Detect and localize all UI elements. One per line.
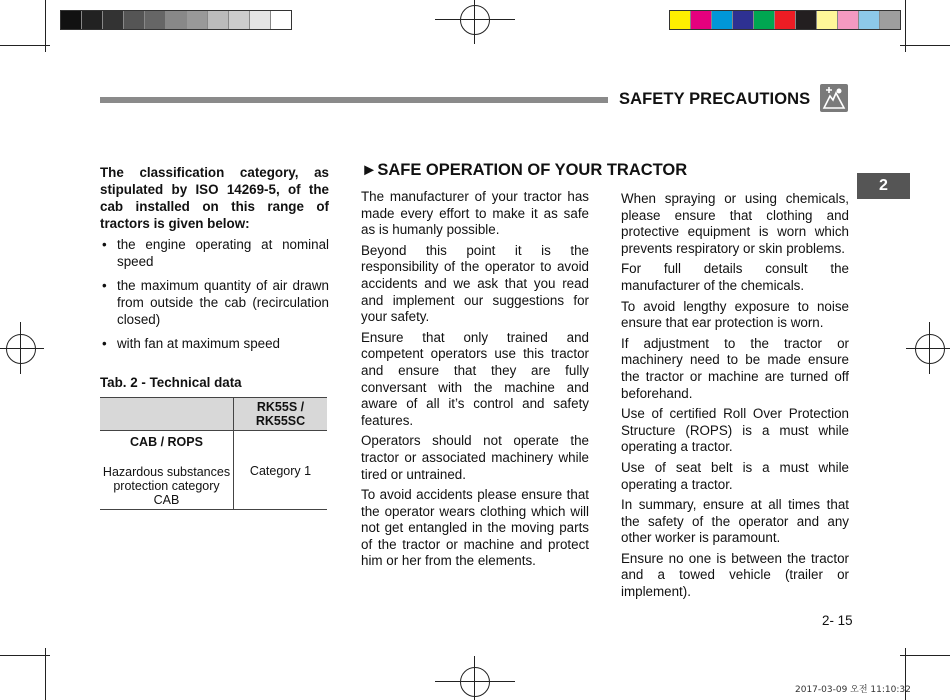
table-row-value: Category 1 (249, 464, 312, 478)
list-item: • the engine operating at nominal speed (102, 237, 329, 269)
color-swatch (208, 11, 229, 29)
color-swatch (61, 11, 82, 29)
safe-operation-column-2 (621, 191, 849, 605)
list-item: • the maximum quantity of air drawn from outside the cab (recirculation closed) (102, 278, 329, 327)
color-swatch (229, 11, 250, 29)
table-row (100, 431, 327, 509)
color-swatch (712, 11, 733, 29)
table-row-sublabel: Hazardous substances protection category CAB (102, 465, 231, 507)
paragraph: Use of certified Roll Over Protection Structure (ROPS) is a must while operating a tractor. (621, 406, 849, 455)
list-item: • with fan at maximum speed (102, 336, 280, 351)
paragraph: To avoid lengthy exposure to noise ensure that ear protection is worn. (621, 298, 849, 331)
table-caption: Tab. 2 - Technical data (100, 375, 242, 390)
color-swatch (880, 11, 900, 29)
paragraph: Operators should not operate the tractor or associated machinery while tired or untrained. (361, 433, 589, 482)
crop-mark (900, 655, 950, 656)
table-header-row (100, 398, 327, 431)
color-swatch (166, 11, 187, 29)
paragraph: Beyond this point it is the responsibility of the operator to avoid accidents and we ask that you read and implement our suggestions for your safety. (361, 242, 589, 325)
paragraph: Use of seat belt is a must while operating a tractor. (621, 459, 849, 492)
color-swatch (145, 11, 166, 29)
grayscale-color-bar (60, 10, 292, 30)
process-color-bar (669, 10, 901, 30)
color-swatch (775, 11, 796, 29)
paragraph: The manufacturer of your tractor has made every effort to make it as safe as is humanly possible. (361, 189, 589, 238)
color-swatch (796, 11, 817, 29)
paragraph: When spraying or using chemicals, please ensure that clothing and protective equipment is worn which prevents respiratory or skin problems. (621, 191, 849, 256)
color-swatch (754, 11, 775, 29)
chapter-tab: 2 (857, 173, 910, 199)
classification-intro: The classification category, as stipulated by ISO 14269-5, of the cab installed on this range of tractors is given below: (100, 165, 329, 231)
color-swatch (250, 11, 271, 29)
technical-data-table (100, 397, 327, 510)
table-row-label-cell (100, 431, 234, 509)
section-title: ►SAFE OPERATION OF YOUR TRACTOR (361, 161, 688, 179)
table-header-model: RK55S / RK55SC (255, 400, 306, 428)
crop-mark (0, 45, 50, 46)
page-number: 2- 15 (822, 613, 853, 628)
color-swatch (82, 11, 103, 29)
safe-operation-column-1 (361, 189, 589, 574)
color-swatch (670, 11, 691, 29)
crop-mark (0, 655, 50, 656)
color-swatch (271, 11, 291, 29)
paragraph: For full details consult the manufacturer of the chemicals. (621, 261, 849, 293)
paragraph: Ensure no one is between the tractor and a towed vehicle (trailer or implement). (621, 550, 849, 600)
table-header-empty-cell (100, 398, 234, 430)
color-swatch (187, 11, 208, 29)
paragraph: Ensure that only trained and competent operators use this tractor and ensure that they are fully conversant with the machine and aware of all it’s control and safety features. (361, 329, 589, 428)
classification-bullets (100, 236, 329, 359)
bullet-icon: • (102, 237, 107, 252)
bullet-icon: • (102, 278, 107, 293)
color-swatch (838, 11, 859, 29)
paragraph: If adjustment to the tractor or machinery need to be made ensure the tractor or machine are turned off beforehand. (621, 335, 849, 401)
color-swatch (103, 11, 124, 29)
bullet-icon: • (102, 336, 107, 351)
paragraph: In summary, ensure at all times that the safety of the operator and any other worker is paramount. (621, 497, 849, 546)
paragraph: To avoid accidents please ensure that the operator wears clothing which will not get entangled in the moving parts of the tractor or machine and protect him or her from the elements. (361, 487, 589, 569)
print-timestamp: 2017-03-09 오전 11:10:32 (795, 685, 911, 695)
color-swatch (859, 11, 880, 29)
header-rule (100, 97, 608, 103)
color-swatch (124, 11, 145, 29)
crop-mark (900, 45, 950, 46)
color-swatch (733, 11, 754, 29)
header-title: SAFETY PRECAUTIONS (619, 90, 811, 108)
color-swatch (691, 11, 712, 29)
color-swatch (817, 11, 838, 29)
table-row-label: CAB / ROPS (130, 435, 203, 449)
safety-warning-icon (820, 84, 848, 112)
